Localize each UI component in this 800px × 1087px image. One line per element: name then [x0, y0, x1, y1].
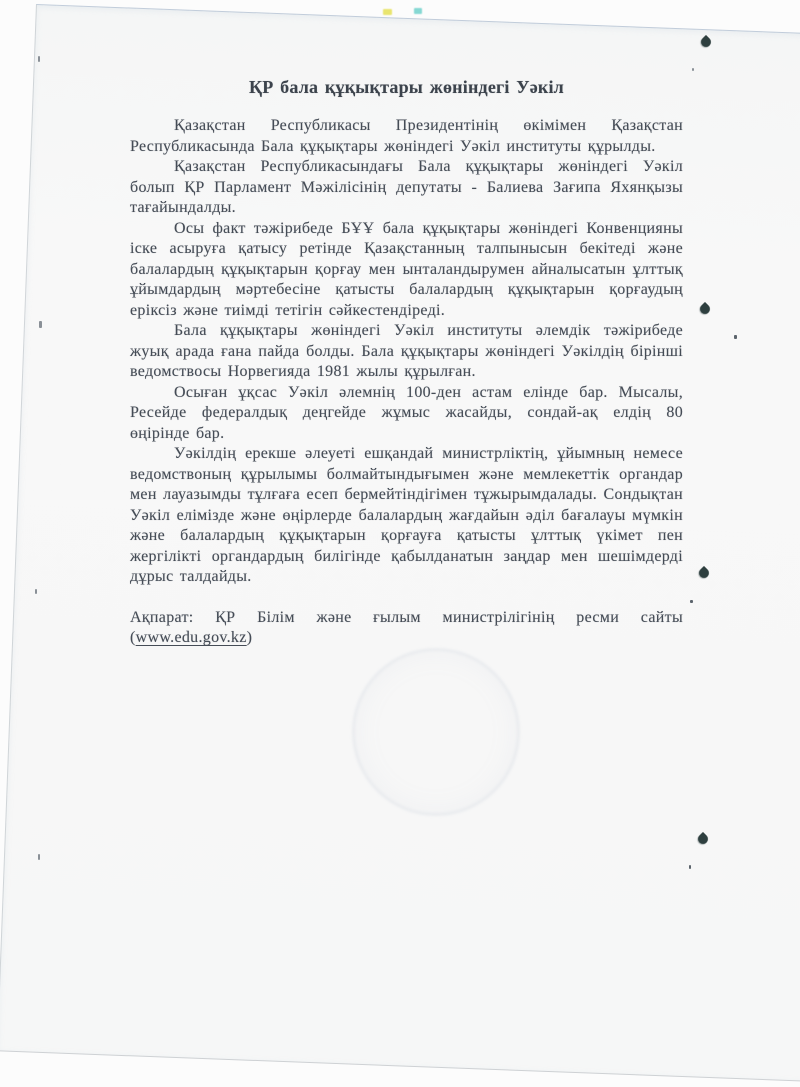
- scanned-document-page: [130, 76, 683, 649]
- footer-paren-open: (: [130, 629, 136, 646]
- footer-source-block: [130, 608, 683, 649]
- yellow-edge-mark: [383, 9, 392, 15]
- body-paragraph: Осы факт тәжірибеде БҰҰ бала құқықтары жөніндегі Конвенцияны іске асыруға қатысу ретінде Қазақстанның талпынысын бекітеді және балалардың құқықтарын қорғау мен ынталандырумен айналысатын ұлттық ұйымдардың мәртебесіне қатысты балалардың құқықтарын қорғаудың еріксіз және тиімді тетігін сәйкестендіреді.: [130, 219, 683, 319]
- footer-paren-close: ): [246, 629, 253, 646]
- body-paragraph: Қазақстан Республикасындағы Бала құқықтары жөніндегі Уәкіл болып ҚР Парламент Мәжілісінің депутаты - Балиева Зағипа Яхянқызы тағайындалды.: [130, 158, 683, 216]
- document-body: [130, 116, 683, 588]
- footer-url-text: www.edu.gov.kz: [135, 629, 247, 646]
- cyan-edge-mark: [414, 8, 422, 14]
- body-paragraph: Уәкілдің ерекше әлеуеті ешқандай министрліктің, ұйымның немесе ведомствоның құрылымы болмайтындығымен және мемлекеттік органдар мен лауазымды тұлғаға есеп бермейтіндігімен тұжырымдалады. Сондықтан Уәкіл елімізде және өңірлерде балалардың жағдайын әділ бағалауы мүмкін және балалардың құқықтарын қорғауға қатысты ұлттық үкімет пен жергілікті органдардың билігінде қабылданатын заңдар мен шешімдерді дұрыс талдайды.: [130, 445, 683, 585]
- document-title: ҚР бала құқықтары жөніндегі Уәкіл: [249, 77, 564, 97]
- body-paragraph: Бала құқықтары жөніндегі Уәкіл институты әлемдік тәжірибеде жуық арада ғана пайда болды. Бала құқықтары жөніндегі Уәкілдің бірінші ведомствосы Норвегияда 1981 жылы құрылған.: [130, 322, 683, 380]
- footer-source-text: Ақпарат: ҚР Білім және ғылым министрілігінің ресми сайты: [130, 608, 683, 626]
- body-paragraph: Осыған ұқсас Уәкіл әлемнің 100-ден астам елінде бар. Мысалы, Ресейде федералдық деңгейде жұмыс жасайды, сондай-ақ елдің 80 өңірінде бар.: [130, 383, 683, 442]
- footer-url-line: [130, 628, 683, 649]
- body-paragraph: Қазақстан Республикасы Президентінің өкімімен Қазақстан Республикасында Бала құқықтары жөніндегі Уәкіл институты құрылды.: [130, 117, 683, 155]
